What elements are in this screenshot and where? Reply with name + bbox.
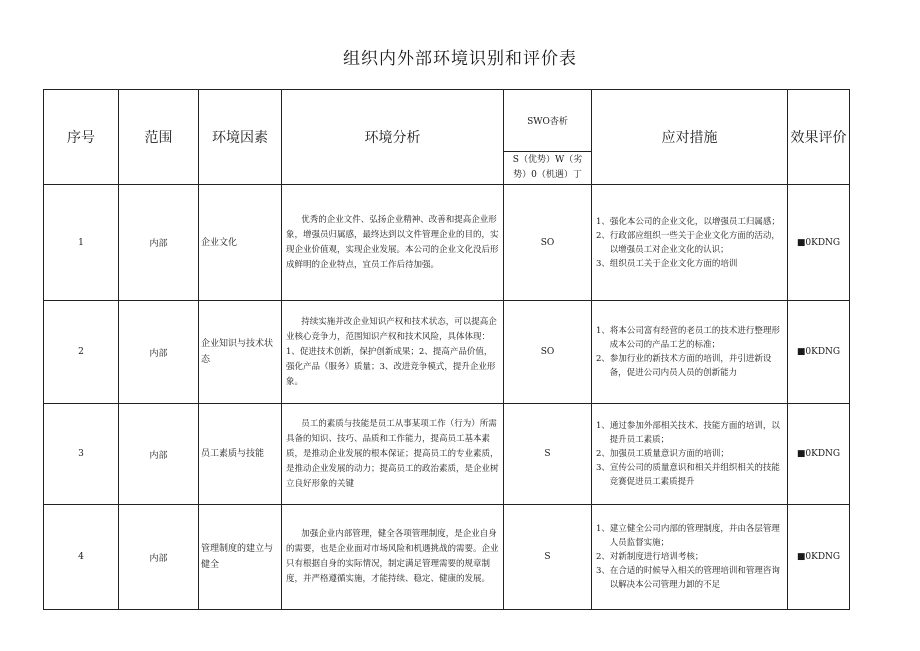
page-title: 组织内外部环境识别和评价表 — [343, 49, 577, 69]
analysis-text: 加强企业内部管理，健全各项管理制度，是企业自身的需要，也是企业面对市场风险和机遇挑战的需要。企业只有根据自身的实际情况，制定满足管理需要的规章制度，并严格遵循实施，才能持续、稳定、健康的发展。 — [286, 529, 499, 584]
row-seq: 2 — [44, 301, 119, 404]
row-analysis — [282, 404, 504, 505]
row-factor: 企业文化 — [199, 185, 282, 301]
header-measures: 应对措施 — [592, 90, 788, 185]
measure-item: 2、加强员工质量意识方面的培训； — [596, 449, 729, 459]
header-scope: 范围 — [119, 90, 199, 185]
header-factor: 环境因素 — [199, 90, 282, 185]
row-swo: S — [504, 404, 592, 505]
header-analysis: 环境分析 — [282, 90, 504, 185]
row-swo: SO — [504, 185, 592, 301]
row-measures — [592, 185, 788, 301]
analysis-text: 员工的素质与技能是员工从事某项工作（行为）所需具备的知识、技巧、品质和工作能力，提高员工基本素质，是推动企业发展的根本保证；提高员工的专业素质，是推动企业发展的动力；提高员工的政治素质，是企业树立良好形象的关键 — [286, 418, 499, 489]
row-factor: 员工素质与技能 — [199, 404, 282, 505]
measure-item: 1、将本公司富有经营的老员工的技术进行整理形成本公司的产品工艺的标准； — [596, 326, 780, 350]
row-seq: 1 — [44, 185, 119, 301]
row-measures — [592, 505, 788, 610]
analysis-text: 优秀的企业文件、弘扬企业精神、改善和提高企业形象，增强员归属感，最终达到以文件管理企业的目的，实现企业价值观，实现企业发展。本公司的企业文化没后形成鲜明的企业特点，宜员工作后待加强。 — [286, 214, 499, 270]
row-swo: S — [504, 505, 592, 610]
row-measures — [592, 301, 788, 404]
measure-item: 2、参加行业的新技术方面的培训，并引进新设备，促进公司内员人员的创新能力 — [596, 354, 772, 378]
row-factor: 管理制度的建立与健全 — [199, 505, 282, 610]
row-analysis — [282, 185, 504, 301]
row-scope: 内部 — [119, 404, 199, 505]
row-factor: 企业知识与技术状态 — [199, 301, 282, 404]
row-analysis — [282, 301, 504, 404]
row-scope: 内部 — [119, 185, 199, 301]
measure-item: 1、通过参加外部相关技术、技能方面的培训，以提升员工素质； — [596, 421, 780, 445]
header-evaluation: 效果评价 — [788, 90, 850, 185]
header-row — [44, 90, 850, 152]
measure-item: 2、对新制度进行培训考核； — [596, 552, 704, 562]
swo-legend-line2: 势）0（机遇）丁 — [513, 170, 582, 180]
row-seq: 3 — [44, 404, 119, 505]
row-evaluation: ■0KDNG — [788, 301, 850, 404]
measure-item: 2、行政部应组织一些关于企业文化方面的活动，以增强员工对企业文化的认识； — [596, 230, 780, 255]
row-seq: 4 — [44, 505, 119, 610]
measure-item: 1、建立健全公司内部的管理制度，并由各层管理人员监督实施； — [596, 524, 780, 548]
table-row — [44, 301, 850, 404]
measure-item: 1、强化本公司的企业文化，以增强员工归属感； — [596, 216, 780, 227]
measure-item: 3、组织员工关于企业文化方面的培训 — [596, 258, 738, 269]
row-swo: SO — [504, 301, 592, 404]
measure-item: 3、在合适的时候导入相关的管理培训和管理咨询以解决本公司管理力卸的不足 — [596, 566, 780, 590]
row-scope: 内部 — [119, 301, 199, 404]
measure-item: 3、宣传公司的质量意识和相关并组织相关的技能竞赛促进员工素质提升 — [596, 463, 780, 487]
header-seq: 序号 — [44, 90, 119, 185]
table-row — [44, 185, 850, 301]
analysis-text: 持续实施并改企业知识产权和技术状态，可以提高企业核心竞争力，范围知识产权和技术风险，具体体现：1、促进技术创新，保护创新成果；2、提高产品价值，强化产品（服务）质量；3、改进竞争模式，提升企业形象。 — [286, 316, 497, 387]
row-evaluation: ■0KDNG — [788, 404, 850, 505]
row-scope: 内部 — [119, 505, 199, 610]
header-swo: SWO杳析 — [504, 90, 592, 152]
row-analysis — [282, 505, 504, 610]
row-evaluation: ■0KDNG — [788, 185, 850, 301]
table-row — [44, 404, 850, 505]
swo-legend-line1: S（优势）W（劣 — [512, 155, 583, 165]
environment-table — [43, 89, 850, 610]
row-evaluation: ■0KDNG — [788, 505, 850, 610]
header-swo-legend — [504, 152, 592, 185]
row-measures — [592, 404, 788, 505]
table-row — [44, 505, 850, 610]
